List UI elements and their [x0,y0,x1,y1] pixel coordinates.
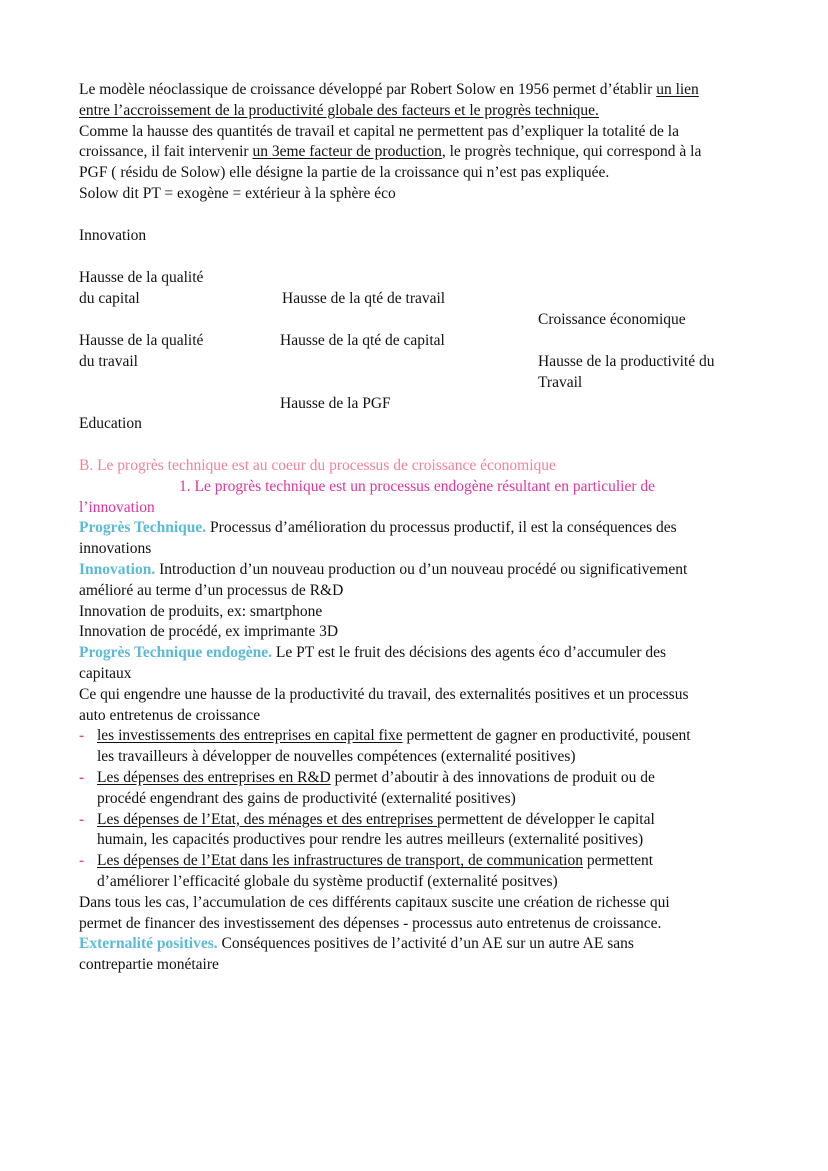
subsection-heading-cont: l’innovation [79,498,155,516]
diagram-label-innovation: Innovation [79,227,147,244]
section-heading: B. Le progrès technique est au coeur du processus de croissance économique [79,457,556,474]
diagram-label-pgf: Hausse de la PGF [280,395,391,412]
underlined-text: les investissements des entreprises en capital fixe [97,727,403,745]
list-item: - Les dépenses de l’Etat dans les infrastructures de transport, de communication permettent d’améliorer l’efficacité globale du système productif (externalité positves) [79,852,654,890]
text-line: PGF ( résidu de Solow) elle désigne la partie de la croissance qui n’est pas expliquée. [79,164,610,182]
underlined-text: un lien [656,81,699,98]
underlined-text: Les dépenses des entreprises en R&D [97,768,331,786]
diagram-label-growth: Croissance économique [538,311,686,328]
underlined-text: entre l’accroissement de la productivité globale des facteurs et le progrès technique. [79,101,599,119]
dash-bullet-icon: - [79,768,85,786]
list-item: - Les dépenses des entreprises en R&D permet d’aboutir à des innovations de produit ou de procédé engendrant des gains de productivité (externalité positives) [79,768,655,807]
text-line: Solow dit PT = exogène = extérieur à la sphère éco [79,184,396,202]
definition-term: Externalité positives. [79,935,218,953]
text-line: Le modèle néoclassique de croissance développé par Robert Solow en 1956 permet d’établir un lien [79,81,699,98]
text-line: innovations [79,540,152,558]
diagram-label-capital-quantity: Hausse de la qté de capital [280,332,445,349]
text-line: Innovation de produits, ex: smartphone [79,602,323,620]
underlined-text: Les dépenses de l’Etat dans les infrastructures de transport, de communication [97,852,583,870]
text-line: Ce qui engendre une hausse de la productivité du travail, des externalités positives et un processus [79,685,689,703]
text-line: permet de financer des investissement des dépenses - processus auto entretenus de croissance. [79,914,662,932]
diagram-label-education: Education [79,415,142,432]
definition-externalite: Externalité positives. Conséquences positives de l’activité d’un AE sur un autre AE sans [79,935,634,953]
definition-term: Progrès Technique. [79,519,207,537]
definition-pt-endogene: Progrès Technique endogène. Le PT est le fruit des décisions des agents éco d’accumuler des [79,644,667,662]
text-line: Comme la hausse des quantités de travail et capital ne permettent pas d’expliquer la totalité de la [79,122,679,140]
text-line: contrepartie monétaire [79,956,219,974]
definition-term: Innovation. [79,560,156,578]
text-line [79,101,759,122]
text-line: capitaux [79,664,132,682]
section-b [79,456,759,976]
dash-bullet-icon: - [79,810,85,828]
dash-bullet-icon: - [79,727,85,745]
text-line: auto entretenus de croissance [79,706,261,724]
definition-innovation: Innovation. Introduction d’un nouveau production ou d’un nouveau procédé ou significativement [79,560,688,578]
text-line: Innovation de procédé, ex imprimante 3D [79,623,339,641]
definition-progres-technique: Progrès Technique. Processus d’amélioration du processus productif, il est la conséquences des [79,519,677,537]
text-line: amélioré au terme d’un processus de R&D [79,581,344,599]
subsection-heading: 1. Le progrès technique est un processus endogène résultant en particulier de [179,477,656,495]
list-item: - Les dépenses de l’Etat, des ménages et des entreprises permettent de développer le capital humain, les capacités productives pour rendre les autres meilleurs (externalité positives) [79,810,655,849]
diagram-label-productivity: Hausse de la productivité du Travail [538,353,715,391]
diagram-label-labor-quality: Hausse de la qualité du travail [79,332,204,370]
diagram-label-labor-quantity: Hausse de la qté de travail [282,290,446,307]
underlined-text: un 3eme facteur de production [252,143,442,161]
underlined-text: Les dépenses de l’Etat, des ménages et des entreprises [97,810,438,828]
list-item: - les investissements des entreprises en capital fixe permettent de gagner en productivité, pousent les travailleurs à développer de nouvelles compétences (externalité positives) [79,727,691,766]
text-line: Dans tous les cas, l’accumulation de ces différents capitaux suscite une création de richesse qui [79,893,670,911]
definition-term: Progrès Technique endogène. [79,644,273,662]
intro-paragraph [79,80,759,205]
text-line: croissance, il fait intervenir un 3eme facteur de production, le progrès technique, qui correspond à la [79,143,702,161]
diagram-label-capital-quality: Hausse de la qualité du capital [79,269,204,307]
dash-bullet-icon: - [79,852,85,870]
